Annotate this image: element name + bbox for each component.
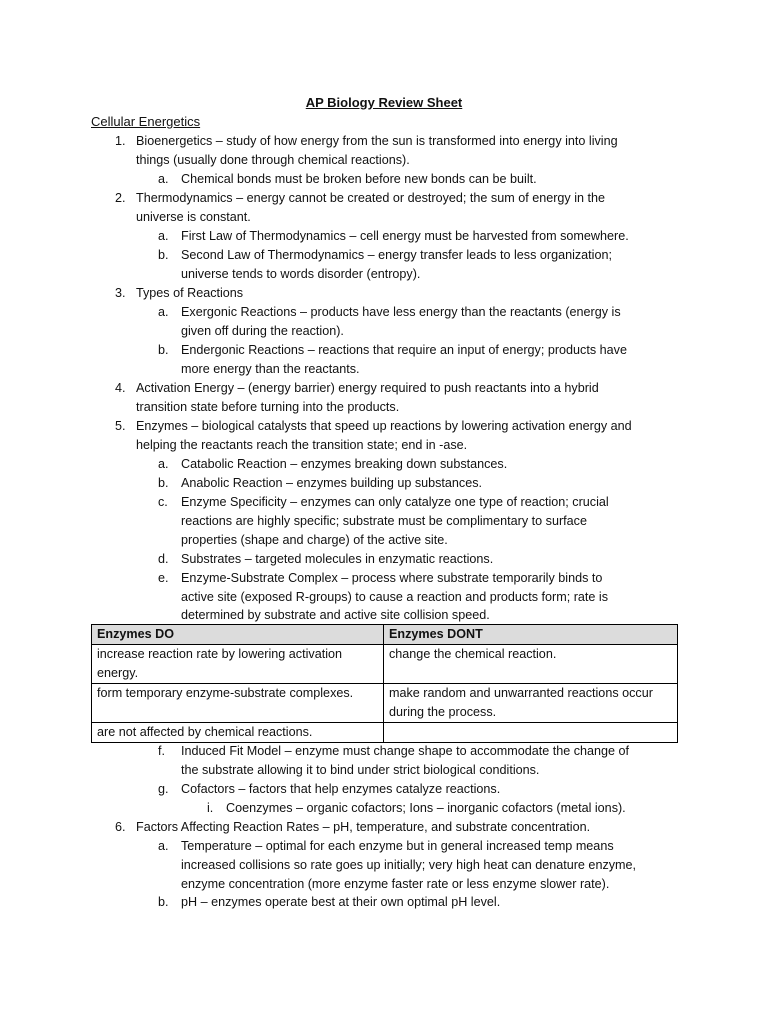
table-header-row [92, 625, 678, 645]
list-marker: d. [158, 552, 169, 566]
table-cell: form temporary enzyme-substrate complexes. [92, 684, 384, 723]
list-item-text: increased collisions so rate goes up initially; very high heat can denature enzyme, [181, 858, 637, 872]
list-item-text: determined by substrate and active site collision speed. [181, 608, 490, 622]
table-row [92, 723, 678, 743]
list-marker: 3. [115, 286, 126, 300]
list-marker: 4. [115, 381, 126, 395]
list-marker: a. [158, 305, 169, 319]
list-marker: g. [158, 782, 169, 796]
list-item-text: pH – enzymes operate best at their own optimal pH level. [181, 895, 501, 909]
list-item-text: the substrate allowing it to bind under strict biological conditions. [181, 763, 540, 777]
table-row [92, 684, 678, 723]
list-marker: b. [158, 476, 169, 490]
list-item-text: Factors Affecting Reaction Rates – pH, temperature, and substrate concentration. [136, 820, 591, 834]
list-marker: e. [158, 571, 169, 585]
list-item-text: Types of Reactions [136, 286, 244, 300]
list-item-text: Thermodynamics – energy cannot be created or destroyed; the sum of energy in the [136, 191, 606, 205]
list-item-text: helping the reactants reach the transition state; end in -ase. [136, 438, 468, 452]
list-marker: 6. [115, 820, 126, 834]
table-cell: change the chemical reaction. [384, 645, 678, 684]
list-item-text: Coenzymes – organic cofactors; Ions – inorganic cofactors (metal ions). [226, 801, 626, 815]
list-marker: 5. [115, 419, 126, 433]
list-marker: i. [207, 801, 214, 815]
list-item-text: universe tends to words disorder (entropy). [181, 267, 421, 281]
list-item-text: Induced Fit Model – enzyme must change shape to accommodate the change of [181, 744, 630, 758]
list-item-text: Temperature – optimal for each enzyme but in general increased temp means [181, 839, 614, 853]
list-marker: f. [158, 744, 165, 758]
list-item-text: Activation Energy – (energy barrier) energy required to push reactants into a hybrid [136, 381, 599, 395]
list-marker: b. [158, 343, 169, 357]
enzymes-table [91, 624, 678, 743]
list-item-text: Enzymes – biological catalysts that speed up reactions by lowering activation energy and [136, 419, 632, 433]
list-item-text: Chemical bonds must be broken before new bonds can be built. [181, 172, 537, 186]
list-item-text: active site (exposed R-groups) to cause a reaction and products form; rate is [181, 590, 608, 604]
list-item-text: Catabolic Reaction – enzymes breaking down substances. [181, 457, 508, 471]
table-cell [384, 723, 678, 743]
list-item-text: universe is constant. [136, 210, 251, 224]
list-item-text: First Law of Thermodynamics – cell energy must be harvested from somewhere. [181, 229, 629, 243]
list-item-text: Substrates – targeted molecules in enzymatic reactions. [181, 552, 494, 566]
list-item-text: properties (shape and charge) of the active site. [181, 533, 448, 547]
list-item-text: Bioenergetics – study of how energy from the sun is transformed into energy into living [136, 134, 618, 148]
list-item-text: Anabolic Reaction – enzymes building up substances. [181, 476, 483, 490]
list-marker: 1. [115, 134, 126, 148]
list-marker: 2. [115, 191, 126, 205]
list-item-text: given off during the reaction). [181, 324, 344, 338]
table-row [92, 645, 678, 684]
table-cell: make random and unwarranted reactions occur during the process. [384, 684, 678, 723]
list-item-text: transition state before turning into the products. [136, 400, 400, 414]
list-item-text: reactions are highly specific; substrate must be complimentary to surface [181, 514, 587, 528]
section-heading: Cellular Energetics [91, 114, 201, 129]
list-item-text: Cofactors – factors that help enzymes catalyze reactions. [181, 782, 501, 796]
table-cell: are not affected by chemical reactions. [92, 723, 384, 743]
table-header: Enzymes DO [92, 625, 384, 645]
list-item-text: Exergonic Reactions – products have less energy than the reactants (energy is [181, 305, 621, 319]
list-item-text: enzyme concentration (more enzyme faster rate or less enzyme slower rate). [181, 877, 610, 891]
table-header: Enzymes DONT [384, 625, 678, 645]
list-item-text: more energy than the reactants. [181, 362, 360, 376]
list-marker: a. [158, 172, 169, 186]
list-item-text: Enzyme Specificity – enzymes can only catalyze one type of reaction; crucial [181, 495, 609, 509]
list-marker: b. [158, 248, 169, 262]
table-cell: increase reaction rate by lowering activation energy. [92, 645, 384, 684]
list-marker: a. [158, 457, 169, 471]
list-item-text: Second Law of Thermodynamics – energy transfer leads to less organization; [181, 248, 612, 262]
list-marker: b. [158, 895, 169, 909]
list-marker: a. [158, 229, 169, 243]
list-item-text: things (usually done through chemical reactions). [136, 153, 410, 167]
list-marker: a. [158, 839, 169, 853]
list-marker: c. [158, 495, 168, 509]
page-title: AP Biology Review Sheet [305, 95, 463, 110]
list-item-text: Enzyme-Substrate Complex – process where substrate temporarily binds to [181, 571, 603, 585]
list-item-text: Endergonic Reactions – reactions that require an input of energy; products have [181, 343, 627, 357]
